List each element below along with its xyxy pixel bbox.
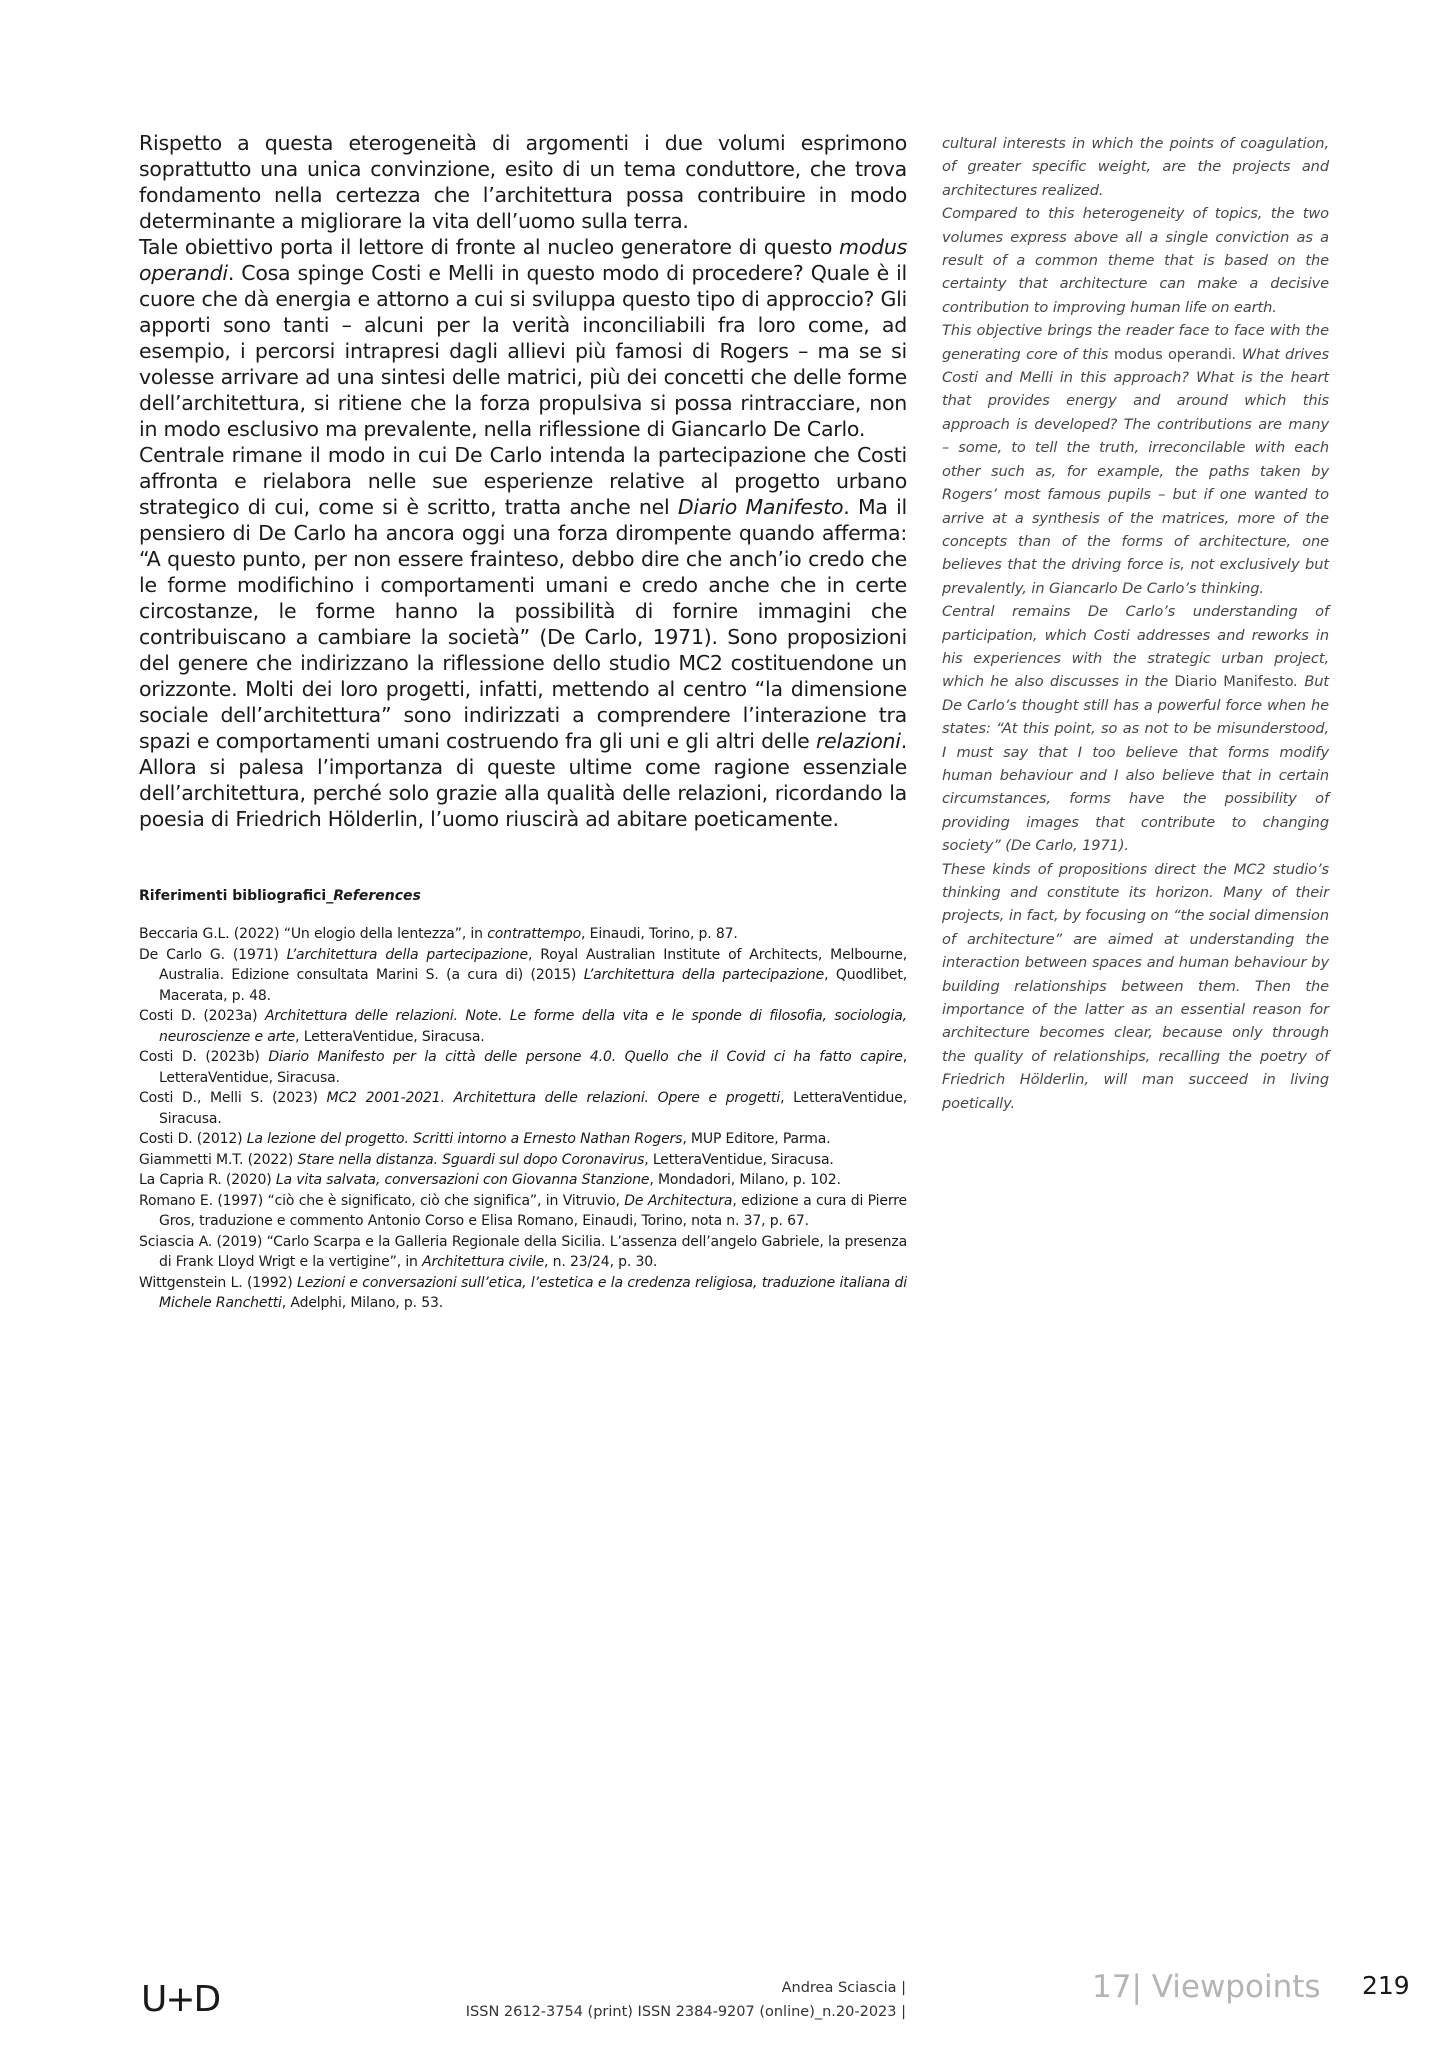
reference-text: Giammetti M.T. (2022) [139, 1151, 298, 1168]
main-column [139, 130, 907, 1314]
body-paragraph-2 [139, 234, 907, 442]
reference-text: De Carlo G. (1971) [139, 946, 287, 963]
references-heading-en: _References [326, 888, 421, 904]
reference-text: Costi D., Melli S. (2023) [139, 1090, 327, 1106]
reference-item [139, 1129, 907, 1150]
translation-paragraph-1 [942, 132, 1329, 202]
body-text-span: . Ma il pensiero di De Carlo ha ancora oggi una forza dirompente quando afferma: “A questo punto, per non essere frainteso, debbo dire che anch’io credo che le forme modifichino i comportamenti umani e credo anche che in certe circostanze, le forme hanno la possibilità di fornire immagini che contribuiscano a cambiare la società” (De Carlo, 1971). Sono proposizioni del genere che indirizzano la riflessione dello studio MC2 costituendone un orizzonte. Molti dei loro progetti, infatti, mettendo al centro “la dimensione sociale dell’architettura” sono indirizzati a comprendere l’interazione tra spazi e comportamenti umani costruendo fra gli uni e gli altri delle [139, 495, 907, 753]
translation-text-span: cultural interests in which the points of coagulation, of greater specific weight, are the projects and architectures realized. [942, 135, 1329, 199]
references-heading-it: Riferimenti bibliografici [139, 888, 327, 904]
reference-text: , LetteraVentidue, Siracusa. [295, 1028, 485, 1045]
reference-text: Wittgenstein L. (1992) [139, 1274, 298, 1291]
reference-text: Romano E. (1997) “ciò che è significato, ciò che significa”, in Vitruvio, [139, 1192, 625, 1209]
reference-text: Sciascia A. (2019) “Carlo Scarpa e la Galleria Regionale della Sicilia. L’assenza dell’angelo Gabriele, la presenza di Frank Lloyd Wrigt e la vertigine”, in [139, 1233, 907, 1270]
reference-title: MC2 2001-2021. Architettura delle relazioni. Opere e progetti [326, 1090, 781, 1106]
body-text-span: . Cosa spinge Costi e Melli in questo modo di procedere? Quale è il cuore che dà energia e attorno a cui si sviluppa questo tipo di approccio? Gli apporti sono tanti – alcuni per la verità inconciliabili fra loro come, ad esempio, i percorsi intrapresi dagli allievi più famosi di Rogers – ma se si volesse arrivare ad una sintesi delle matrici, più dei concetti che delle forme dell’architettura, si ritiene che la forza propulsiva si possa rintracciare, non in modo esclusivo ma prevalente, nella riflessione di Giancarlo De Carlo. [139, 261, 907, 441]
reference-title: Diario Manifesto per la città delle persone 4.0. Quello che il Covid ci ha fatto capire [268, 1049, 903, 1065]
body-text-span: Tale obiettivo porta il lettore di fronte al nucleo generatore di questo [139, 235, 840, 259]
reference-item [139, 1047, 907, 1088]
footer-author: Andrea Sciascia | [781, 1980, 906, 1996]
reference-text: Beccaria G.L. (2022) “Un elogio della lentezza”, in [139, 926, 488, 942]
reference-item [139, 945, 907, 1007]
references-heading [139, 888, 907, 904]
reference-text: , Einaudi, Torino, p. 87. [581, 926, 738, 942]
body-paragraph-1 [139, 130, 907, 234]
translation-paragraph-2 [942, 202, 1329, 319]
reference-title: contrattempo [487, 926, 582, 942]
body-text-span: Rispetto a questa eterogeneità di argomenti i due volumi esprimono soprattutto una unica convinzione, esito di un tema conduttore, che trova fondamento nella certezza che l’architettura possa contribuire in modo determinante a migliorare la vita dell’uomo sulla terra. [139, 131, 907, 233]
body-text-span: Centrale rimane il modo in cui De Carlo intenda la partecipazione che Costi affronta e rielabora nelle sue esperienze relative al progetto urbano strategico di cui, come si è scritto, tratta anche nel [139, 443, 907, 519]
reference-text: , LetteraVentidue, Siracusa. [159, 1049, 907, 1086]
body-text-span: . Allora si palesa l’importanza di queste ultime come ragione essenziale dell’architettura, perché solo grazie alla qualità delle relazioni, ricordando la poesia di Friedrich Hölderlin, l’uomo riuscirà ad abitare poeticamente. [139, 729, 907, 831]
body-italic-span: modus operandi [139, 235, 907, 285]
translation-text-span: These kinds of propositions direct the MC2 studio’s thinking and constitute its horizon. Many of their projects, in fact, by focusing on “the social dimension of architecture” are aimed at understanding the interaction between spaces and human behaviour by building relationships between them. Then the importance of the latter as an essential reason for architecture becomes clear, because only through the quality of relationships, recalling the poetry of Friedrich Hölderlin, will man succeed in living poetically. [942, 860, 1329, 1112]
footer-info [466, 1976, 906, 2024]
references-list [139, 924, 907, 1314]
reference-item [139, 1273, 907, 1314]
reference-title: L’architettura della partecipazione [286, 946, 528, 963]
footer-issn: ISSN 2612-3754 (print) ISSN 2384-9207 (online)_n.20-2023 | [465, 2004, 906, 2020]
translation-upright-span: Diario Manifesto [1174, 673, 1294, 691]
reference-text: Costi D. (2012) [139, 1131, 247, 1147]
english-translation-column [942, 132, 1329, 1115]
reference-item [139, 1232, 907, 1273]
translation-paragraph-4 [942, 600, 1329, 857]
reference-title: La vita salvata, conversazioni con Giovanna Stanzione [275, 1172, 650, 1188]
section-label: 17| Viewpoints [1092, 1969, 1321, 2005]
translation-text-span: . What drives Costi and Melli in this approach? What is the heart that provides energy and around which this approach is developed? The contributions are many – some, to tell the truth, irreconcilable with each other such as, for example, the paths taken by Rogers’ most famous pupils – but if one wanted to arrive at a synthesis of the matrices, more of the concepts than of the forms of architecture, one believes that the driving force is, not exclusively but prevalently, in Giancarlo De Carlo’s thinking. [942, 345, 1329, 597]
journal-logo: U+D [141, 1979, 220, 2020]
translation-text-span: . But De Carlo’s thought still has a powerful force when he states: “At this point, so as not to be misunderstood, I must say that I too believe that forms modify human behaviour and I also believe that in certain circumstances, forms have the possibility of providing images that contribute to changing society” (De Carlo, 1971). [942, 673, 1329, 855]
reference-title: Architettura delle relazioni. Note. Le forme della vita e le sponde di filosofia, sociologia, neuroscienze e arte [159, 1008, 907, 1045]
reference-text: , MUP Editore, Parma. [682, 1131, 831, 1147]
reference-item [139, 1170, 907, 1191]
reference-title: Stare nella distanza. Sguardi sul dopo Coronavirus [297, 1151, 645, 1168]
body-italic-span: Diario Manifesto [677, 495, 844, 519]
reference-text: , LetteraVentidue, Siracusa. [159, 1090, 907, 1127]
reference-title: De Architectura [624, 1192, 733, 1209]
translation-text-span: Compared to this heterogeneity of topics, the two volumes express above all a single conviction as a result of a common theme that is based on the certainty that architecture can make a decisive contribution to improving human life on earth. [942, 205, 1329, 316]
translation-paragraph-5 [942, 858, 1329, 1115]
reference-text: , Adelphi, Milano, p. 53. [281, 1295, 444, 1311]
translation-text-span: This objective brings the reader face to face with the generating core of this [942, 322, 1329, 363]
reference-text: La Capria R. (2020) [139, 1172, 276, 1188]
translation-upright-span: modus operandi [1113, 345, 1232, 363]
page-number: 219 [1362, 1971, 1410, 2000]
reference-title: La lezione del progetto. Scritti intorno a Ernesto Nathan Rogers [246, 1131, 683, 1147]
reference-text: Costi D. (2023a) [139, 1008, 265, 1024]
translation-paragraph-3 [942, 319, 1329, 600]
reference-text: , edizione a cura di Pierre Gros, traduzione e commento Antonio Corso e Elisa Romano, Einaudi, Torino, nota n. 37, p. 67. [159, 1192, 907, 1229]
reference-title: Lezioni e conversazioni sull’etica, l’estetica e la credenza religiosa, traduzione italiana di Michele Ranchetti [159, 1274, 907, 1311]
reference-text: , Royal Australian Institute of Architects, Melbourne, Australia. Edizione consultata Marini S. (a cura di) (2015) [159, 946, 908, 983]
reference-item [139, 1191, 907, 1232]
reference-item [139, 1150, 907, 1171]
reference-text: , Quodlibet, Macerata, p. 48. [159, 967, 907, 1004]
reference-item [139, 1006, 907, 1047]
reference-text: , Mondadori, Milano, p. 102. [649, 1172, 841, 1188]
reference-item [139, 1088, 907, 1129]
reference-title: Architettura civile [422, 1254, 545, 1270]
reference-text: , LetteraVentidue, Siracusa. [644, 1151, 834, 1168]
translation-text-span: Central remains De Carlo’s understanding of participation, which Costi addresses and reworks in his experiences with the strategic urban project, which he also discusses in the [942, 603, 1329, 691]
reference-title: L’architettura della partecipazione [583, 967, 825, 983]
body-paragraph-3 [139, 442, 907, 832]
body-italic-span: relazioni [815, 729, 901, 753]
reference-text: Costi D. (2023b) [139, 1049, 269, 1065]
reference-text: , n. 23/24, p. 30. [544, 1254, 658, 1270]
italian-body-text [139, 130, 907, 832]
reference-item [139, 924, 907, 945]
